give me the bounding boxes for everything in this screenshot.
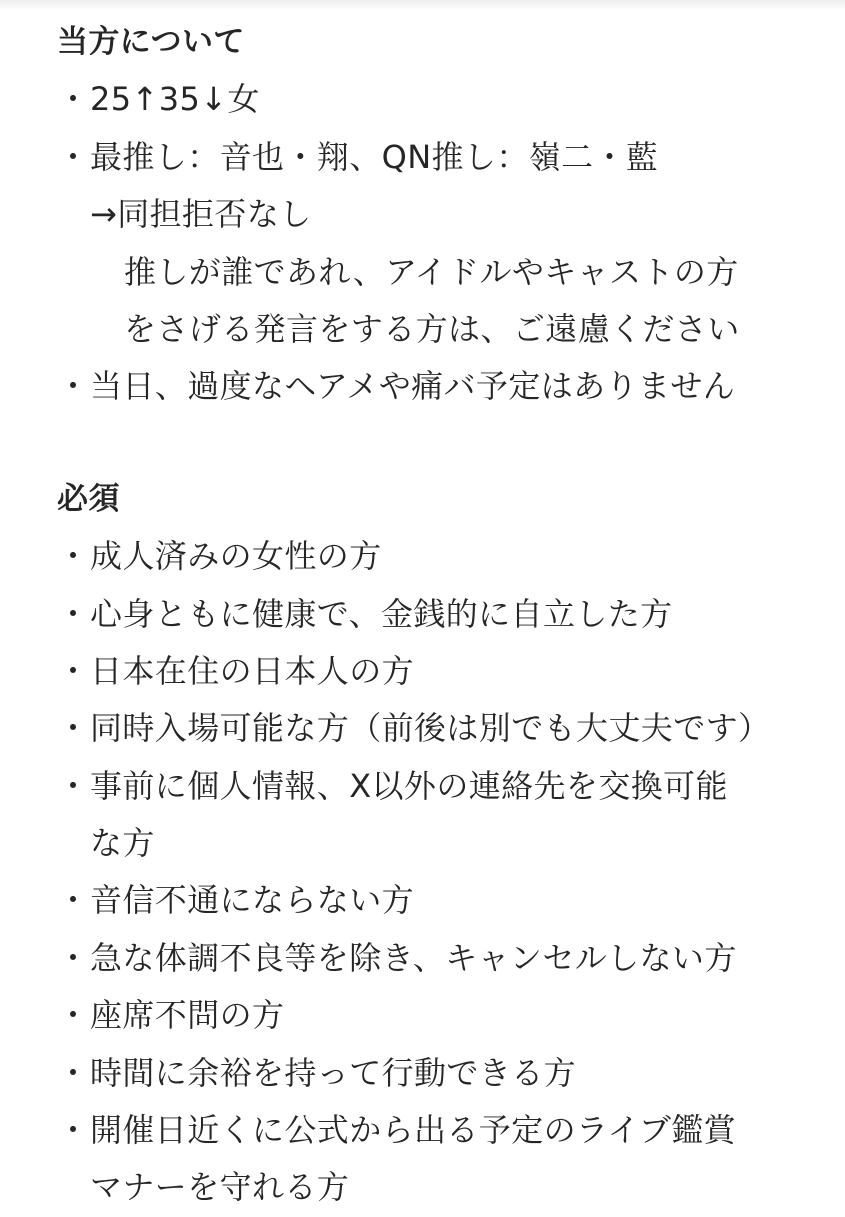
list-item-text: 最推し：音也・翔、QN推し：嶺二・藍 bbox=[90, 137, 659, 176]
list-item bbox=[0, 700, 845, 757]
about-heading: 当方について bbox=[57, 24, 245, 60]
bullet: ・ bbox=[57, 537, 90, 576]
list-item-text: 当日、過度なヘアメや痛バ予定はありません bbox=[90, 367, 736, 406]
list-item bbox=[0, 1102, 845, 1159]
list-item bbox=[0, 71, 845, 128]
bullet: ・ bbox=[57, 938, 90, 977]
list-item-text: 同時入場可能な方（前後は別でも大丈夫です） bbox=[90, 709, 771, 748]
bullet: ・ bbox=[57, 709, 90, 748]
list-item bbox=[0, 872, 845, 929]
bullet: ・ bbox=[57, 137, 90, 176]
bullet: ・ bbox=[57, 996, 90, 1035]
sub-note-line: をさげる発言をする方は、ご遠慮ください bbox=[124, 309, 740, 348]
sub-note-arrow: →同担拒否なし bbox=[90, 195, 312, 234]
list-item bbox=[0, 643, 845, 700]
list-item bbox=[0, 930, 845, 987]
list-item bbox=[0, 358, 845, 415]
bullet: ・ bbox=[57, 1053, 90, 1092]
list-item bbox=[0, 987, 845, 1044]
section-gap bbox=[0, 416, 845, 471]
list-item bbox=[0, 586, 845, 643]
bullet: ・ bbox=[57, 80, 90, 119]
bullet: ・ bbox=[57, 367, 90, 406]
list-item-text: 成人済みの女性の方 bbox=[90, 537, 382, 576]
top-divider-shadow bbox=[0, 0, 845, 10]
profile-document bbox=[0, 14, 845, 1217]
list-item-text: 急な体調不良等を除き、キャンセルしない方 bbox=[90, 938, 737, 977]
list-item bbox=[0, 1045, 845, 1102]
list-item-continuation: マナーを守れる方 bbox=[90, 1168, 350, 1207]
list-item-text: 事前に個人情報、X以外の連絡先を交換可能 bbox=[90, 766, 728, 805]
list-item-text: 心身ともに健康で、金銭的に自立した方 bbox=[90, 594, 673, 633]
list-item-text: 音信不通にならない方 bbox=[90, 881, 415, 920]
bullet: ・ bbox=[57, 766, 90, 805]
list-item bbox=[0, 528, 845, 585]
bullet: ・ bbox=[57, 594, 90, 633]
list-item-text: 座席不問の方 bbox=[90, 996, 285, 1035]
list-item-text: 時間に余裕を持って行動できる方 bbox=[90, 1053, 577, 1092]
list-item-continuation: な方 bbox=[90, 824, 155, 863]
required-heading: 必須 bbox=[57, 480, 120, 517]
bullet: ・ bbox=[57, 881, 90, 920]
bullet: ・ bbox=[57, 1111, 90, 1150]
list-item bbox=[0, 758, 845, 815]
list-item-text: 25↑35↓女 bbox=[90, 80, 260, 119]
list-item-text: 開催日近くに公式から出る予定のライブ鑑賞 bbox=[90, 1111, 737, 1150]
sub-note-line: 推しが誰であれ、アイドルやキャストの方 bbox=[124, 252, 739, 291]
list-item-text: 日本在住の日本人の方 bbox=[90, 651, 415, 690]
list-item bbox=[0, 129, 845, 186]
bullet: ・ bbox=[57, 651, 90, 690]
